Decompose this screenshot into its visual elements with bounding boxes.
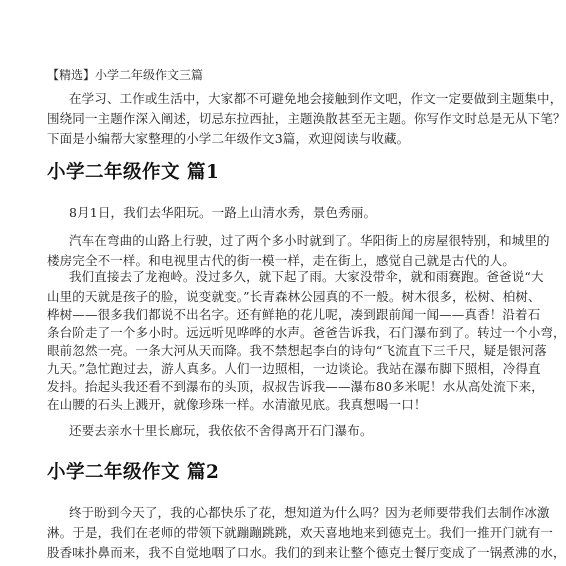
paragraph-line: 终于盼到今天了，我的心都快乐了花，想知道为什么吗？因为老师要带我们去制作冰激 — [69, 505, 550, 520]
section-heading-1: 小学二年级作文 篇1 — [47, 162, 220, 183]
paragraph-line: 楼房完全不一样。和电视里古代的街一模一样，走在街上，感觉自己就是古代的人。 — [47, 253, 516, 268]
section-heading-2: 小学二年级作文 篇2 — [47, 462, 220, 483]
paragraph-line: 桦树——很多我们都说不出名字。还有鲜艳的花儿呢，凑到跟前闻一闻——真香！沿着石 — [47, 307, 541, 322]
paragraph-line: 眼前忽然一亮。一条大河从天而降。我不禁想起李白的诗句“飞流直下三千尺，疑是银河落 — [47, 343, 547, 358]
paragraph-line: 山里的天就是孩子的脸，说变就变。”长青森林公园真的不一般。树木很多，松树、柏树、 — [47, 289, 541, 304]
paragraph-line: 在山腰的石头上溅开，就像珍珠一样。水清澈见底。我真想喝一口！ — [47, 397, 427, 412]
paragraph-line: 还要去亲水十里长廊玩，我依依不舍得离开石门瀑布。 — [69, 423, 373, 438]
paragraph-line: 汽车在弯曲的山路上行驶，过了两个多小时就到了。华阳街上的房屋很特别，和城里的 — [69, 233, 550, 248]
paragraph-line: 8月1日，我们去华阳玩。一路上山清水秀，景色秀丽。 — [69, 205, 377, 220]
paragraph-line: 发抖。抬起头我还看不到瀑布的头顶，叔叔告诉我——瀑布80多米呢！水从高处流下来， — [47, 379, 544, 394]
intro-line: 围绕同一主题作深入阐述，切忌东拉西扯，主题涣散甚至无主题。你写作文时总是无从下笔？ — [47, 111, 566, 126]
paragraph-line: 淋。于是，我们在老师的带领下就蹦蹦跳跳，欢天喜地地来到德克士。我们一推开门就有一 — [47, 525, 554, 540]
paragraph-line: 九天。”急忙跑过去，游人真多。人们一边照相，一边谈论。我站在瀑布脚下照相，冷得直 — [47, 361, 541, 376]
paragraph-line: 股香味扑鼻而来，我不自觉地咽了口水。我们的到来让整个德克士餐厅变成了一锅煮沸的水， — [47, 545, 566, 560]
document-title: 【精选】小学二年级作文三篇 — [47, 68, 204, 82]
intro-line: 下面是小编帮大家整理的小学二年级作文3篇，欢迎阅读与收藏。 — [47, 131, 410, 146]
paragraph-line: 我们直接去了龙袍岭。没过多久，就下起了雨。大家没带伞，就和雨赛跑。爸爸说“大 — [69, 269, 544, 284]
paragraph-line: 条台阶走了一个多小时。远远听见哗哗的水声。爸爸告诉我，石门瀑布到了。转过一个小弯， — [47, 325, 566, 340]
intro-line: 在学习、工作或生活中，大家都不可避免地会接触到作文吧，作文一定要做到主题集中， — [69, 91, 563, 106]
